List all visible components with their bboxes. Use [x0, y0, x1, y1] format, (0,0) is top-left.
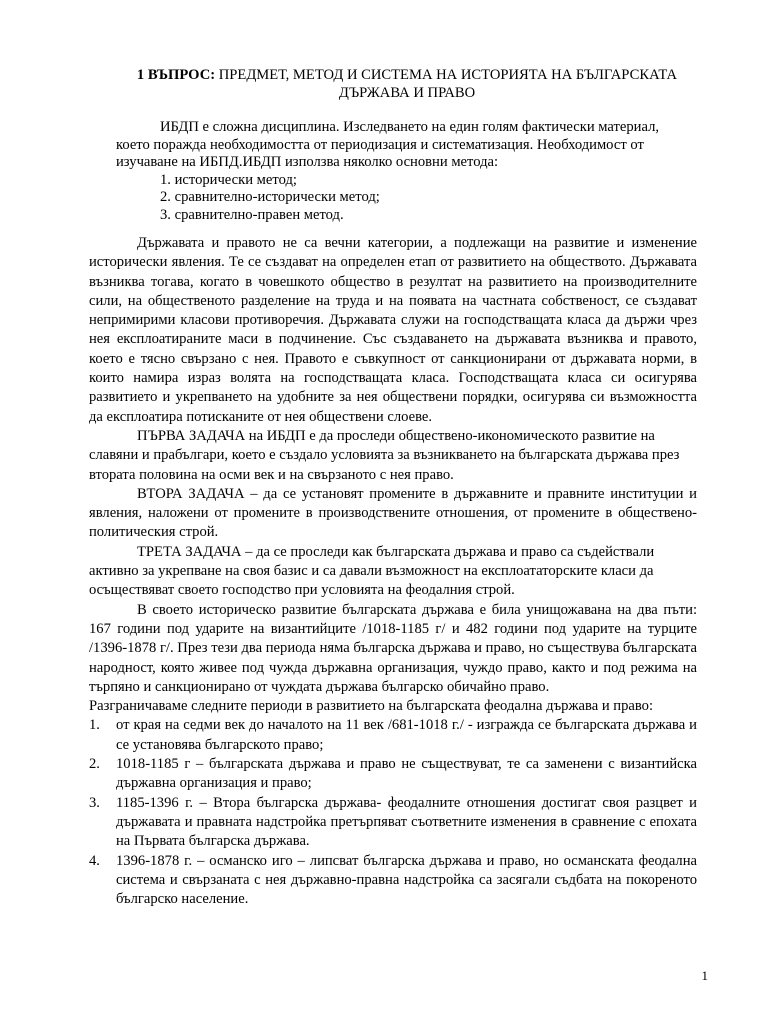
intro-paragraph: ИБДП е сложна дисциплина. Изследването на един голям фактически материал, което поражда необходимостта от периодизация и систематизация. Необходимост от изучаване на ИБПД.ИБДП използва няколко основни метода:: [116, 119, 660, 170]
paragraph-third-task: ТРЕТА ЗАДАЧА – да се проследи как българската държава и право са съдействали активно за укрепване на своя базис и са давали възможност на експлоататорските класи да осъществяват своето господство при условията на феодалния строй.: [89, 543, 655, 599]
list-item-text: от края на седми век до началото на 11 век /681-1018 г./ - изгражда се българската държава и се установява българското право;: [116, 717, 697, 753]
paragraph-historical-development: В своето историческо развитие българската държава е била унищожавана на два пъти: 167 години под ударите на византийците /1018-1185 г/ и 482 години под ударите на турците /1396-1878 г/. През тези два периода няма българска държава и право, но съществува българската народност, която живее под чужда държавна организация, чуждо право, както и под режима на търпяно и санкционирано от чуждата държава българско обичайно право.: [89, 601, 697, 695]
list-item: [89, 716, 697, 755]
list-item: [89, 794, 697, 852]
paragraph-state-and-law: Държавата и правото не са вечни категории, а подлежащи на развитие и изменение исторически явления. Те се създават на определен етап от развитието на обществото. Държавата възниква тогава, когато в човешкото общество в резултат на развитието на производителните сили, на общественото разделение на труда и на появата на частната собственост, се създават непримирими класови противоречия. Държавата служи на господстващата класа да държи чрез нея експлоатираните маси в подчинение. Със създаването на държавата възниква и правото, което е тясно свързано с нея. Правото е съвкупност от санкционирани от държавата норми, в които намира израз волята на господстващата класа. Господстващата класа си осигурява развитието и укрепването на удобните за нея обществени порядки, осигурява си възможността да експлоатира потисканите от нея обществени слоеве.: [89, 235, 697, 425]
body-section: [89, 234, 697, 909]
periods-list: [89, 716, 697, 909]
question-heading: [112, 66, 702, 102]
paragraph-second-task: ВТОРА ЗАДАЧА – да се установят промените в държавните и правните институции и явления, наложени от промените в производствените отношения, от промените в обществено-политическия строй.: [89, 485, 697, 541]
list-item-number: 3.: [89, 794, 100, 811]
method-item: 3. сравнително-правен метод.: [160, 206, 344, 223]
list-item-text: 1396-1878 г. – османско иго – липсват българска държава и право, но османската феодална система и свързаната с нея държавно-правна надстройка са засягали съдбата на покореното българско население.: [116, 852, 697, 908]
paragraph-first-task: ПЪРВА ЗАДАЧА на ИБДП е да проследи обществено-икономическото развитие на славяни и прабългари, което е създало условията за възникването на българската държава през втората половина на осми век и на свързаното с нея право.: [89, 427, 680, 483]
list-item-number: 1.: [89, 717, 100, 734]
page-number: 1: [701, 968, 708, 983]
list-item-text: 1185-1396 г. – Втора българска държава- феодалните отношения достигат своя разцвет и държавата и правната надстройка претърпяват съответните изменения в сравнение с епохата на Първата българска държава.: [116, 794, 697, 850]
question-label: 1 ВЪПРОС:: [136, 67, 216, 83]
list-item-number: 2.: [89, 756, 100, 773]
method-item: 2. сравнително-исторически метод;: [160, 189, 380, 205]
list-item: [89, 755, 697, 794]
list-item: [89, 852, 697, 910]
paragraph-periods-intro: Разграничаваме следните периоди в развитието на българската феодална държава и право:: [89, 698, 654, 715]
list-item-number: 4.: [89, 852, 100, 869]
method-item: 1. исторически метод;: [160, 171, 297, 188]
intro-section: [116, 119, 696, 224]
list-item-text: 1018-1185 г – българската държава и право не съществуват, те са заменени с византийска държавна организация и право;: [116, 756, 697, 792]
question-title: ПРЕДМЕТ, МЕТОД И СИСТЕМА НА ИСТОРИЯТА НА БЪЛГАРСКАТА ДЪРЖАВА И ПРАВО: [215, 67, 678, 101]
